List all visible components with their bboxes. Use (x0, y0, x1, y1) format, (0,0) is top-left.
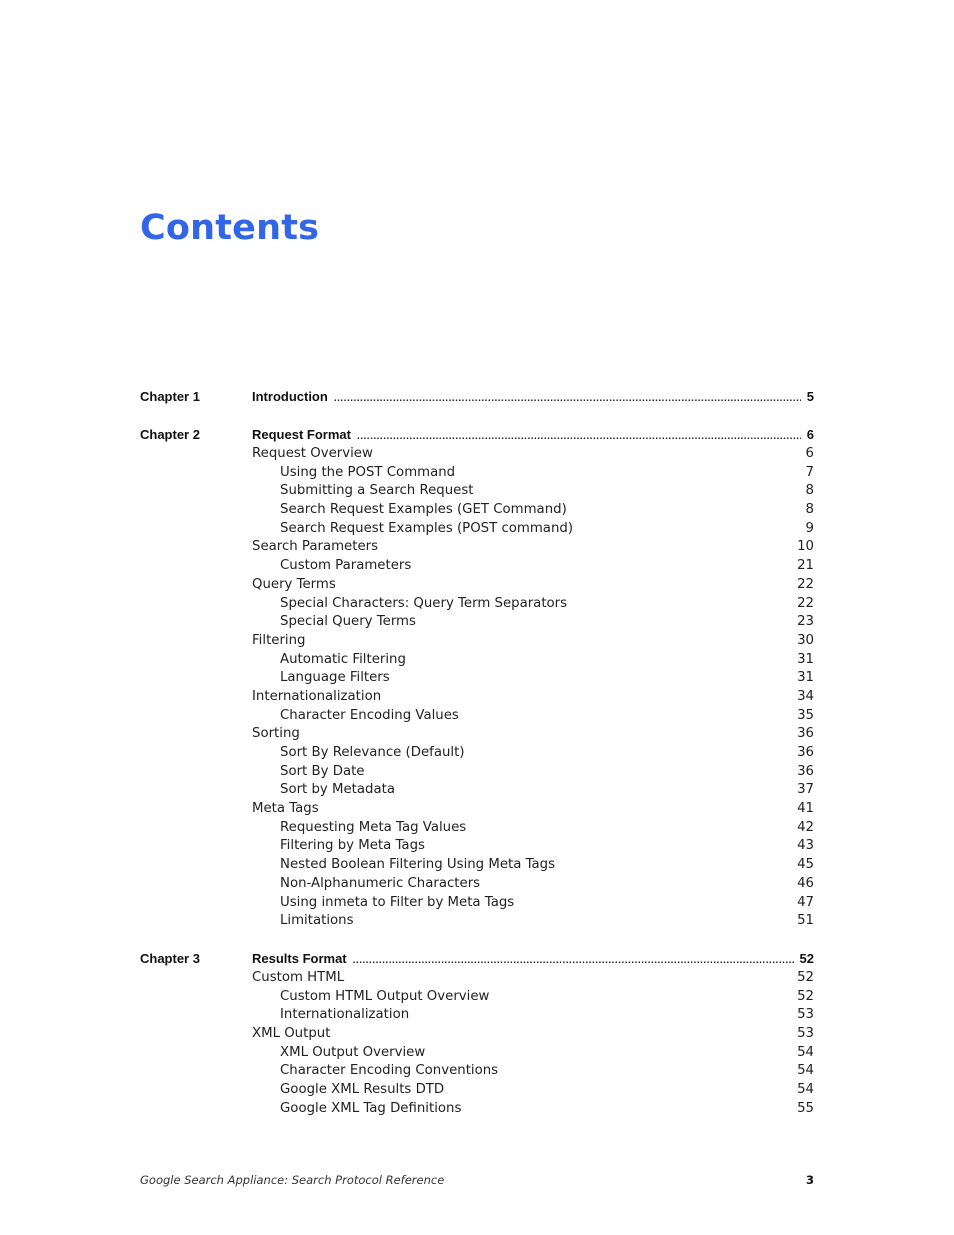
toc-subsection-entry[interactable] (252, 837, 814, 856)
entry-title: Character Encoding Values (280, 707, 459, 723)
toc-subsection-entry[interactable] (252, 763, 814, 782)
entry-page-number: 31 (797, 651, 814, 667)
toc-subsection-entry[interactable] (252, 557, 814, 576)
entry-title: Search Request Examples (GET Command) (280, 502, 567, 518)
chapter-label: Chapter 1 (140, 389, 200, 404)
entry-title: Custom Parameters (280, 558, 412, 574)
toc-subsection-entry[interactable] (252, 1044, 814, 1063)
dot-leader (353, 951, 794, 971)
toc-subsection-entry[interactable] (252, 613, 814, 632)
entry-page-number: 53 (797, 1007, 814, 1023)
toc-subsection-entry[interactable] (252, 482, 814, 501)
entry-page-number: 54 (797, 1082, 814, 1097)
entry-page-number: 22 (797, 595, 814, 611)
entry-title: Limitations (280, 913, 354, 929)
page-title: Contents (140, 208, 320, 248)
entry-page-number: 54 (797, 1063, 814, 1079)
entry-page-number: 10 (797, 539, 814, 555)
entry-title: Google XML Tag Definitions (280, 1100, 462, 1116)
entry-page-number: 22 (797, 576, 814, 592)
toc-section-entry[interactable] (252, 725, 814, 744)
toc-subsection-entry[interactable] (252, 912, 814, 931)
toc-chapter-3 (140, 949, 814, 1119)
chapter-page-number: 52 (799, 950, 814, 966)
chapter-title[interactable]: Introduction (252, 389, 328, 404)
entry-page-number: 52 (797, 988, 814, 1004)
toc-subsection-entry[interactable] (252, 988, 814, 1007)
toc-chapter-1 (140, 387, 814, 407)
chapter-title-line (252, 387, 814, 407)
entry-title: Using the POST Command (280, 464, 456, 480)
entry-page-number: 55 (797, 1100, 814, 1116)
toc-subsection-entry[interactable] (252, 819, 814, 838)
toc-section-entry[interactable] (252, 538, 814, 557)
entry-page-number: 34 (797, 688, 814, 704)
entry-title: Search Request Examples (POST command) (280, 520, 574, 536)
toc-subsection-entry[interactable] (252, 707, 814, 726)
chapter-page-number: 6 (806, 427, 814, 442)
entry-page-number: 46 (797, 875, 814, 891)
toc-section-entry[interactable] (252, 1025, 814, 1044)
dot-leader (334, 389, 801, 409)
toc-section-entry[interactable] (252, 969, 814, 988)
entry-page-number: 51 (797, 913, 814, 929)
entry-title: Google XML Results DTD (280, 1082, 445, 1097)
entry-title: XML Output (252, 1025, 331, 1041)
entry-title: Nested Boolean Filtering Using Meta Tags (280, 857, 556, 873)
entry-page-number: 54 (797, 1044, 814, 1060)
dot-leader (357, 427, 801, 447)
entry-page-number: 36 (797, 745, 814, 760)
entry-title: Query Terms (252, 576, 336, 592)
entry-page-number: 35 (797, 707, 814, 723)
chapter-title-line (252, 949, 814, 969)
toc-subsection-entry[interactable] (252, 501, 814, 520)
entry-title: Meta Tags (252, 801, 319, 817)
entry-title: Using inmeta to Filter by Meta Tags (280, 894, 515, 910)
entry-page-number: 36 (797, 726, 814, 742)
entry-page-number: 30 (797, 632, 814, 648)
entry-title: Sorting (252, 726, 300, 742)
entry-page-number: 21 (797, 558, 814, 574)
toc-subsection-entry[interactable] (252, 875, 814, 894)
entry-title: Filtering (252, 632, 306, 648)
entry-page-number: 45 (797, 857, 814, 873)
entry-page-number: 31 (797, 670, 814, 686)
footer-page-number: 3 (805, 1173, 814, 1187)
entry-page-number: 52 (797, 969, 814, 985)
footer-document-title: Google Search Appliance: Search Protocol Reference (140, 1173, 445, 1187)
entry-title: Sort by Metadata (280, 782, 395, 798)
entry-title: Special Characters: Query Term Separators (280, 595, 568, 611)
entry-page-number: 41 (797, 801, 814, 817)
chapter-title[interactable]: Results Format (252, 950, 347, 966)
entry-page-number: 8 (805, 502, 814, 518)
entry-page-number: 36 (797, 763, 814, 779)
toc-section-entry[interactable] (252, 800, 814, 819)
entry-title: Request Overview (252, 446, 373, 461)
entry-page-number: 8 (805, 483, 814, 499)
entry-page-number: 47 (797, 894, 814, 910)
toc-section-entry[interactable] (252, 576, 814, 595)
toc-subsection-entry[interactable] (252, 651, 814, 670)
chapter-title[interactable]: Request Format (252, 427, 351, 442)
entry-title: Search Parameters (252, 539, 379, 555)
entry-title: Internationalization (280, 1007, 410, 1023)
chapter-entries (252, 969, 814, 1119)
entry-title: Filtering by Meta Tags (280, 838, 425, 854)
chapter-heading-row[interactable] (140, 387, 814, 407)
toc-subsection-entry[interactable] (252, 1081, 814, 1100)
chapter-entries (252, 445, 814, 931)
entry-page-number: 37 (797, 782, 814, 798)
chapter-page-number: 5 (806, 389, 814, 404)
toc-subsection-entry[interactable] (252, 856, 814, 875)
entry-title: Custom HTML (252, 969, 345, 985)
chapter-heading-row[interactable] (140, 425, 814, 445)
toc-subsection-entry[interactable] (252, 595, 814, 614)
toc-section-entry[interactable] (252, 445, 814, 464)
chapter-title-line (252, 425, 814, 445)
toc-subsection-entry[interactable] (252, 781, 814, 800)
chapter-label: Chapter 3 (140, 950, 200, 966)
toc-subsection-entry[interactable] (252, 669, 814, 688)
entry-title: Character Encoding Conventions (280, 1063, 499, 1079)
chapter-heading-row[interactable] (140, 949, 814, 969)
entry-page-number: 23 (797, 614, 814, 630)
entry-title: Sort By Relevance (Default) (280, 745, 465, 760)
entry-title: Non-Alphanumeric Characters (280, 875, 481, 891)
entry-title: Custom HTML Output Overview (280, 988, 490, 1004)
entry-page-number: 53 (797, 1025, 814, 1041)
toc-subsection-entry[interactable] (252, 1006, 814, 1025)
toc-subsection-entry[interactable] (252, 464, 814, 483)
entry-title: XML Output Overview (280, 1044, 426, 1060)
toc-subsection-entry[interactable] (252, 520, 814, 539)
toc-subsection-entry[interactable] (252, 744, 814, 763)
entry-title: Requesting Meta Tag Values (280, 819, 467, 835)
toc-subsection-entry[interactable] (252, 1100, 814, 1119)
entry-page-number: 42 (797, 819, 814, 835)
toc-subsection-entry[interactable] (252, 894, 814, 913)
toc-subsection-entry[interactable] (252, 1062, 814, 1081)
table-of-contents (140, 387, 814, 1118)
entry-page-number: 7 (805, 464, 814, 480)
entry-page-number: 6 (805, 446, 814, 461)
entry-page-number: 9 (805, 520, 814, 536)
entry-title: Automatic Filtering (280, 651, 406, 667)
entry-title: Special Query Terms (280, 614, 416, 630)
entry-title: Language Filters (280, 670, 390, 686)
toc-section-entry[interactable] (252, 688, 814, 707)
toc-section-entry[interactable] (252, 632, 814, 651)
entry-title: Sort By Date (280, 763, 365, 779)
toc-chapter-2 (140, 425, 814, 931)
entry-page-number: 43 (797, 838, 814, 854)
entry-title: Submitting a Search Request (280, 483, 474, 499)
chapter-label: Chapter 2 (140, 427, 200, 442)
entry-title: Internationalization (252, 688, 382, 704)
